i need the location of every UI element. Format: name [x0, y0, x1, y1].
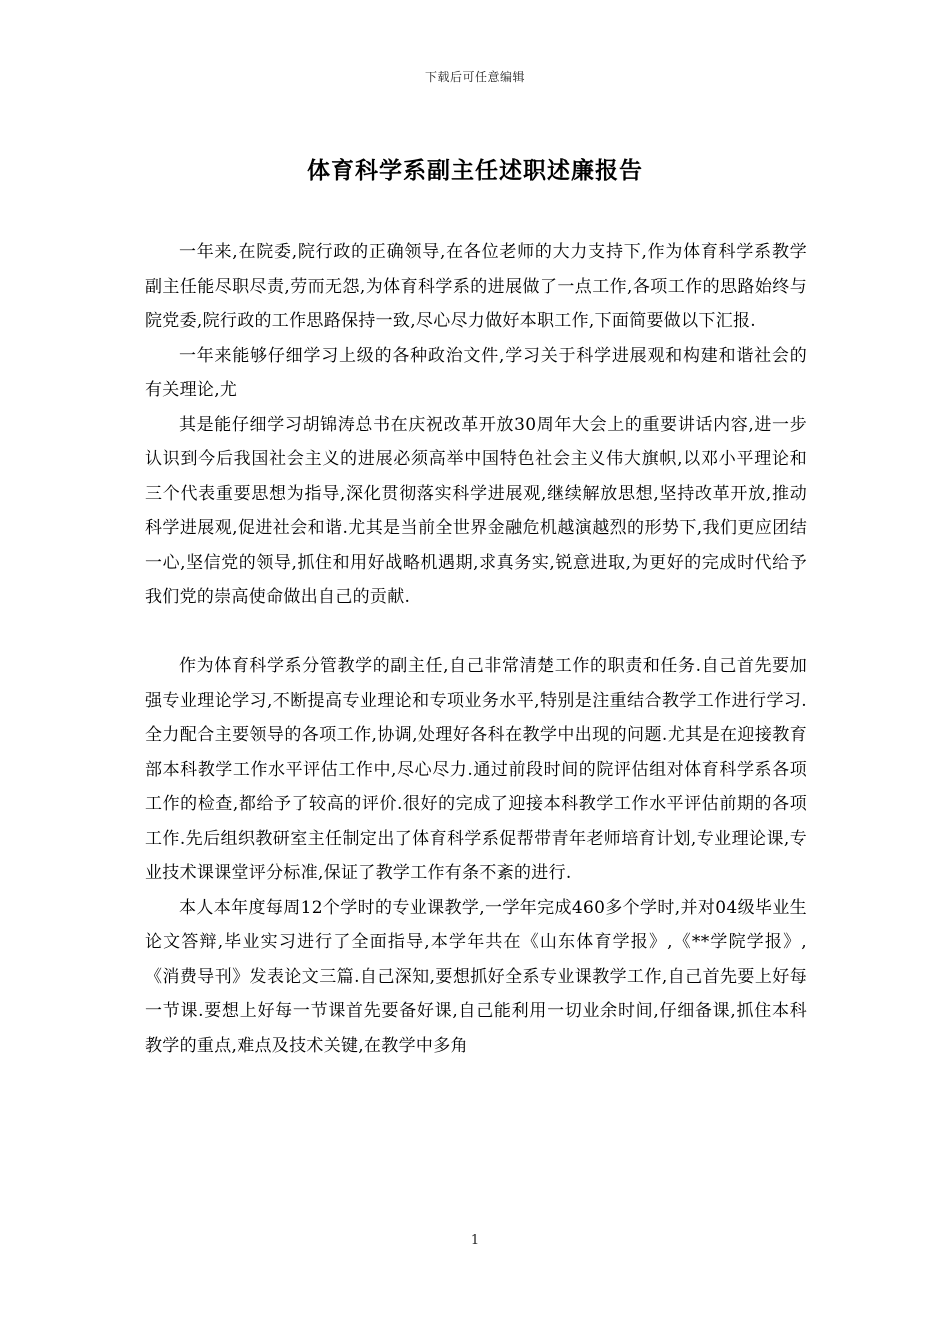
paragraph-teaching: 本人本年度每周12个学时的专业课教学,一学年完成460多个学时,并对04级毕业生论文答辩,毕业实习进行了全面指导,本学年共在《山东体育学报》,《**学院学报》,《消费导刊》发表论文三篇.自己深知,要想抓好全系专业课教学工作,自己首先要上好每一节课.要想上好每一节课首先要备好课,自己能利用一切业余时间,仔细备课,抓住本科教学的重点,难点及技术关键,在教学中多角: [145, 897, 807, 1056]
paragraph-study: 一年来能够仔细学习上级的各种政治文件,学习关于科学进展观和构建和谐社会的有关理论,尤: [145, 345, 807, 400]
document-body: [145, 235, 807, 1063]
paragraph-intro: 一年来,在院委,院行政的正确领导,在各位老师的大力支持下,作为体育科学系教学副主任能尽职尽责,劳而无怨,为体育科学系的进展做了一点工作,各项工作的思路始终与院党委,院行政的工作思路保持一致,尽心尽力做好本职工作,下面简要做以下汇报.: [145, 242, 807, 331]
page-number: 1: [470, 1233, 480, 1248]
paragraph-spacer: [145, 615, 807, 650]
paragraph-duties: 作为体育科学系分管教学的副主任,自己非常清楚工作的职责和任务.自己首先要加强专业理论学习,不断提高专业理论和专项业务水平,特别是注重结合教学工作进行学习.全力配合主要领导的各项工作,协调,处理好各科在教学中出现的问题.尤其是在迎接教育部本科教学工作水平评估工作中,尽心尽力.通过前段时间的院评估组对体育科学系各项工作的检查,都给予了较高的评价.很好的完成了迎接本科教学工作水平评估前期的各项工作.先后组织教研室主任制定出了体育科学系促帮带青年老师培育计划,专业理论课,专业技术课课堂评分标准,保证了教学工作有条不紊的进行.: [145, 656, 807, 883]
header-note: 下载后可任意编辑: [424, 70, 525, 84]
document-title: 体育科学系副主任述职述廉报告: [307, 157, 643, 184]
paragraph-study-continued: 其是能仔细学习胡锦涛总书在庆祝改革开放30周年大会上的重要讲话内容,进一步认识到今后我国社会主义的进展必须高举中国特色社会主义伟大旗帜,以邓小平理论和三个代表重要思想为指导,深化贯彻落实科学进展观,继续解放思想,坚持改革开放,推动科学进展观,促进社会和谐.尤其是当前全世界金融危机越演越烈的形势下,我们更应团结一心,坚信党的领导,抓住和用好战略机遇期,求真务实,锐意进取,为更好的完成时代给予我们党的崇高使命做出自己的贡献.: [145, 414, 807, 607]
